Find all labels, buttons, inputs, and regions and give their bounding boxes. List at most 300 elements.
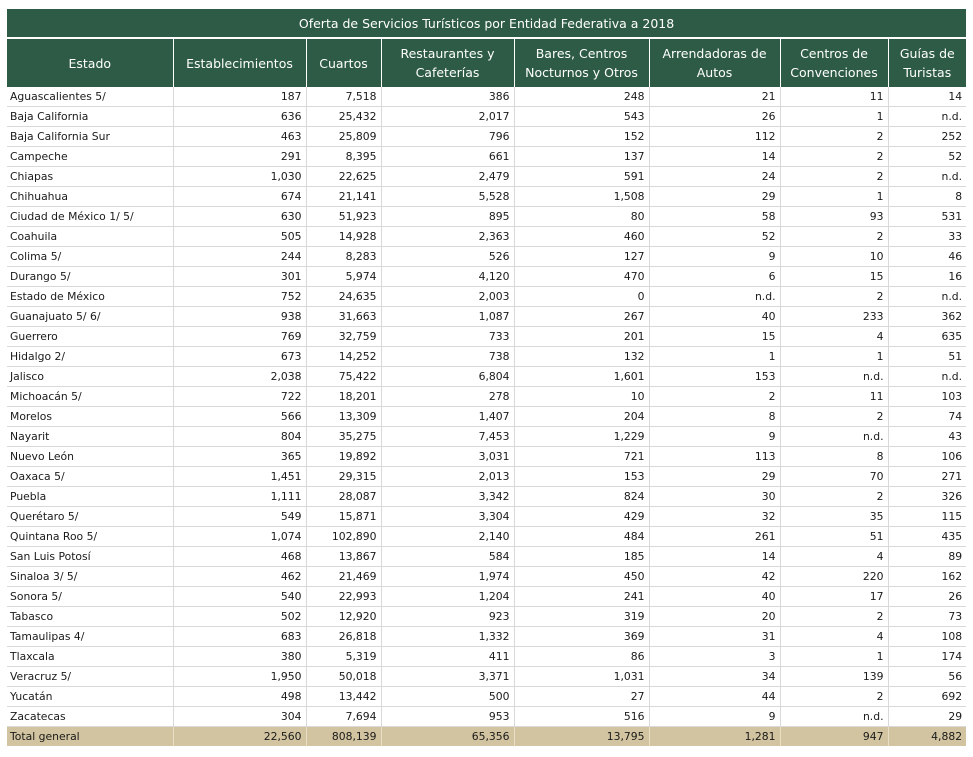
services-table: [7, 9, 966, 746]
value-cell: 14: [649, 147, 780, 167]
value-cell: 2: [649, 387, 780, 407]
state-name-cell: Campeche: [7, 147, 173, 167]
value-cell: 369: [514, 627, 649, 647]
state-name-cell: Guerrero: [7, 327, 173, 347]
value-cell: 51,923: [306, 207, 381, 227]
value-cell: 1,074: [173, 527, 306, 547]
value-cell: 132: [514, 347, 649, 367]
value-cell: 673: [173, 347, 306, 367]
table-row: [7, 427, 966, 447]
table-row: [7, 167, 966, 187]
value-cell: 411: [381, 647, 514, 667]
value-cell: 28,087: [306, 487, 381, 507]
value-cell: 40: [649, 307, 780, 327]
value-cell: 1,407: [381, 407, 514, 427]
state-name-cell: Guanajuato 5/ 6/: [7, 307, 173, 327]
value-cell: 722: [173, 387, 306, 407]
value-cell: 895: [381, 207, 514, 227]
value-cell: 502: [173, 607, 306, 627]
state-name-cell: Tabasco: [7, 607, 173, 627]
value-cell: 14: [649, 547, 780, 567]
state-name-cell: Baja California Sur: [7, 127, 173, 147]
value-cell: 1,281: [649, 727, 780, 747]
table-row: [7, 207, 966, 227]
value-cell: 386: [381, 87, 514, 107]
table-row: [7, 527, 966, 547]
value-cell: 1,229: [514, 427, 649, 447]
value-cell: 540: [173, 587, 306, 607]
value-cell: 3: [649, 647, 780, 667]
table-row: [7, 247, 966, 267]
value-cell: 2,038: [173, 367, 306, 387]
value-cell: 468: [173, 547, 306, 567]
value-cell: 127: [514, 247, 649, 267]
value-cell: 4: [780, 627, 888, 647]
value-cell: 51: [888, 347, 966, 367]
state-name-cell: Yucatán: [7, 687, 173, 707]
value-cell: 1: [780, 107, 888, 127]
value-cell: 769: [173, 327, 306, 347]
value-cell: 52: [649, 227, 780, 247]
value-cell: 1: [780, 187, 888, 207]
value-cell: 25,432: [306, 107, 381, 127]
table-row: [7, 87, 966, 107]
value-cell: 137: [514, 147, 649, 167]
table-row: [7, 447, 966, 467]
value-cell: 7,518: [306, 87, 381, 107]
value-cell: 1,974: [381, 567, 514, 587]
value-cell: 5,974: [306, 267, 381, 287]
value-cell: 5,528: [381, 187, 514, 207]
value-cell: 738: [381, 347, 514, 367]
value-cell: 162: [888, 567, 966, 587]
state-name-cell: Sonora 5/: [7, 587, 173, 607]
value-cell: 2: [780, 147, 888, 167]
value-cell: 531: [888, 207, 966, 227]
value-cell: 1: [649, 347, 780, 367]
state-name-cell: Baja California: [7, 107, 173, 127]
value-cell: 10: [514, 387, 649, 407]
value-cell: 4,120: [381, 267, 514, 287]
state-name-cell: Veracruz 5/: [7, 667, 173, 687]
value-cell: n.d.: [780, 427, 888, 447]
value-cell: 106: [888, 447, 966, 467]
value-cell: 3,031: [381, 447, 514, 467]
value-cell: 2,363: [381, 227, 514, 247]
table-row: [7, 567, 966, 587]
value-cell: n.d.: [649, 287, 780, 307]
value-cell: 16: [888, 267, 966, 287]
table-row: [7, 487, 966, 507]
value-cell: 43: [888, 427, 966, 447]
value-cell: 947: [780, 727, 888, 747]
table-row: [7, 387, 966, 407]
table-row: [7, 647, 966, 667]
value-cell: 108: [888, 627, 966, 647]
value-cell: 380: [173, 647, 306, 667]
value-cell: 89: [888, 547, 966, 567]
value-cell: 35: [780, 507, 888, 527]
value-cell: 29: [888, 707, 966, 727]
value-cell: 40: [649, 587, 780, 607]
value-cell: 17: [780, 587, 888, 607]
value-cell: 326: [888, 487, 966, 507]
state-name-cell: Quintana Roo 5/: [7, 527, 173, 547]
value-cell: 93: [780, 207, 888, 227]
table-row: [7, 147, 966, 167]
value-cell: 484: [514, 527, 649, 547]
state-name-cell: Michoacán 5/: [7, 387, 173, 407]
value-cell: 362: [888, 307, 966, 327]
value-cell: 13,867: [306, 547, 381, 567]
value-cell: 2: [780, 607, 888, 627]
value-cell: 31: [649, 627, 780, 647]
value-cell: 29: [649, 187, 780, 207]
state-name-cell: Tlaxcala: [7, 647, 173, 667]
value-cell: 301: [173, 267, 306, 287]
value-cell: 201: [514, 327, 649, 347]
value-cell: 32,759: [306, 327, 381, 347]
value-cell: 27: [514, 687, 649, 707]
value-cell: 435: [888, 527, 966, 547]
value-cell: 2: [780, 127, 888, 147]
value-cell: 752: [173, 287, 306, 307]
value-cell: 204: [514, 407, 649, 427]
value-cell: 19,892: [306, 447, 381, 467]
table-row: [7, 227, 966, 247]
value-cell: 14,928: [306, 227, 381, 247]
value-cell: 86: [514, 647, 649, 667]
value-cell: 463: [173, 127, 306, 147]
value-cell: 153: [514, 467, 649, 487]
value-cell: 9: [649, 427, 780, 447]
value-cell: 26: [888, 587, 966, 607]
value-cell: 6,804: [381, 367, 514, 387]
value-cell: 24,635: [306, 287, 381, 307]
value-cell: 824: [514, 487, 649, 507]
value-cell: 2: [780, 167, 888, 187]
value-cell: 8: [649, 407, 780, 427]
value-cell: 21,141: [306, 187, 381, 207]
value-cell: 22,625: [306, 167, 381, 187]
total-row: [7, 727, 966, 747]
value-cell: 152: [514, 127, 649, 147]
table-row: [7, 467, 966, 487]
value-cell: 22,560: [173, 727, 306, 747]
header-centros-convenciones: Centros de Convenciones: [780, 38, 888, 87]
header-arrendadoras: Arrendadoras de Autos: [649, 38, 780, 87]
services-table-container: [7, 9, 966, 746]
header-estado: Estado: [7, 38, 173, 87]
value-cell: 70: [780, 467, 888, 487]
value-cell: 187: [173, 87, 306, 107]
value-cell: 26,818: [306, 627, 381, 647]
value-cell: 248: [514, 87, 649, 107]
value-cell: 25,809: [306, 127, 381, 147]
state-name-cell: Estado de México: [7, 287, 173, 307]
state-name-cell: Querétaro 5/: [7, 507, 173, 527]
value-cell: 32: [649, 507, 780, 527]
value-cell: 635: [888, 327, 966, 347]
header-bares: Bares, Centros Nocturnos y Otros: [514, 38, 649, 87]
table-row: [7, 607, 966, 627]
value-cell: 2: [780, 687, 888, 707]
value-cell: 52: [888, 147, 966, 167]
value-cell: 549: [173, 507, 306, 527]
value-cell: 500: [381, 687, 514, 707]
value-cell: 271: [888, 467, 966, 487]
value-cell: 2: [780, 287, 888, 307]
table-row: [7, 507, 966, 527]
value-cell: 804: [173, 427, 306, 447]
value-cell: 630: [173, 207, 306, 227]
value-cell: 505: [173, 227, 306, 247]
state-name-cell: Chiapas: [7, 167, 173, 187]
value-cell: 674: [173, 187, 306, 207]
value-cell: 938: [173, 307, 306, 327]
value-cell: 636: [173, 107, 306, 127]
value-cell: 8,395: [306, 147, 381, 167]
state-name-cell: Puebla: [7, 487, 173, 507]
value-cell: n.d.: [780, 707, 888, 727]
value-cell: 220: [780, 567, 888, 587]
value-cell: 278: [381, 387, 514, 407]
state-name-cell: Oaxaca 5/: [7, 467, 173, 487]
table-row: [7, 287, 966, 307]
value-cell: 8: [888, 187, 966, 207]
value-cell: 15: [780, 267, 888, 287]
value-cell: 3,304: [381, 507, 514, 527]
value-cell: 13,795: [514, 727, 649, 747]
table-row: [7, 687, 966, 707]
value-cell: 9: [649, 247, 780, 267]
value-cell: 4: [780, 327, 888, 347]
state-name-cell: Nayarit: [7, 427, 173, 447]
value-cell: 1,508: [514, 187, 649, 207]
state-name-cell: Total general: [7, 727, 173, 747]
value-cell: 102,890: [306, 527, 381, 547]
value-cell: 56: [888, 667, 966, 687]
table-row: [7, 667, 966, 687]
table-row: [7, 407, 966, 427]
value-cell: n.d.: [888, 367, 966, 387]
value-cell: 112: [649, 127, 780, 147]
value-cell: 1: [780, 347, 888, 367]
value-cell: 498: [173, 687, 306, 707]
value-cell: 51: [780, 527, 888, 547]
value-cell: 2,013: [381, 467, 514, 487]
value-cell: 75,422: [306, 367, 381, 387]
value-cell: 21,469: [306, 567, 381, 587]
value-cell: 1,031: [514, 667, 649, 687]
state-name-cell: Coahuila: [7, 227, 173, 247]
value-cell: 462: [173, 567, 306, 587]
value-cell: 1,204: [381, 587, 514, 607]
value-cell: n.d.: [888, 287, 966, 307]
state-name-cell: San Luis Potosí: [7, 547, 173, 567]
table-row: [7, 307, 966, 327]
state-name-cell: Sinaloa 3/ 5/: [7, 567, 173, 587]
value-cell: 12,920: [306, 607, 381, 627]
table-row: [7, 367, 966, 387]
table-row: [7, 127, 966, 147]
header-cuartos: Cuartos: [306, 38, 381, 87]
value-cell: 3,371: [381, 667, 514, 687]
value-cell: 8: [780, 447, 888, 467]
state-name-cell: Chihuahua: [7, 187, 173, 207]
value-cell: 261: [649, 527, 780, 547]
value-cell: 8,283: [306, 247, 381, 267]
value-cell: 953: [381, 707, 514, 727]
value-cell: 244: [173, 247, 306, 267]
value-cell: 10: [780, 247, 888, 267]
header-establecimientos: Establecimientos: [173, 38, 306, 87]
value-cell: 1: [780, 647, 888, 667]
table-row: [7, 187, 966, 207]
value-cell: 4,882: [888, 727, 966, 747]
value-cell: 2,003: [381, 287, 514, 307]
value-cell: 6: [649, 267, 780, 287]
value-cell: 1,451: [173, 467, 306, 487]
value-cell: 22,993: [306, 587, 381, 607]
value-cell: 42: [649, 567, 780, 587]
value-cell: 13,442: [306, 687, 381, 707]
state-name-cell: Hidalgo 2/: [7, 347, 173, 367]
table-row: [7, 267, 966, 287]
value-cell: 26: [649, 107, 780, 127]
value-cell: 14: [888, 87, 966, 107]
value-cell: 796: [381, 127, 514, 147]
value-cell: 808,139: [306, 727, 381, 747]
value-cell: 7,453: [381, 427, 514, 447]
value-cell: 319: [514, 607, 649, 627]
value-cell: 721: [514, 447, 649, 467]
value-cell: 35,275: [306, 427, 381, 447]
value-cell: 139: [780, 667, 888, 687]
value-cell: 2,017: [381, 107, 514, 127]
value-cell: 115: [888, 507, 966, 527]
value-cell: 4: [780, 547, 888, 567]
value-cell: 661: [381, 147, 514, 167]
value-cell: 185: [514, 547, 649, 567]
value-cell: n.d.: [888, 167, 966, 187]
value-cell: 31,663: [306, 307, 381, 327]
value-cell: 50,018: [306, 667, 381, 687]
value-cell: 2: [780, 227, 888, 247]
table-row: [7, 587, 966, 607]
value-cell: 304: [173, 707, 306, 727]
value-cell: 591: [514, 167, 649, 187]
value-cell: 15: [649, 327, 780, 347]
table-row: [7, 347, 966, 367]
value-cell: 13,309: [306, 407, 381, 427]
value-cell: 470: [514, 267, 649, 287]
value-cell: 174: [888, 647, 966, 667]
header-restaurantes: Restaurantes y Cafeterías: [381, 38, 514, 87]
header-guias: Guías de Turistas: [888, 38, 966, 87]
value-cell: 30: [649, 487, 780, 507]
table-body: [7, 87, 966, 746]
value-cell: 29,315: [306, 467, 381, 487]
state-name-cell: Ciudad de México 1/ 5/: [7, 207, 173, 227]
value-cell: 267: [514, 307, 649, 327]
value-cell: 365: [173, 447, 306, 467]
table-row: [7, 707, 966, 727]
value-cell: 2: [780, 407, 888, 427]
state-name-cell: Morelos: [7, 407, 173, 427]
value-cell: 103: [888, 387, 966, 407]
value-cell: 291: [173, 147, 306, 167]
value-cell: 58: [649, 207, 780, 227]
value-cell: 7,694: [306, 707, 381, 727]
value-cell: 20: [649, 607, 780, 627]
value-cell: 33: [888, 227, 966, 247]
value-cell: 2,479: [381, 167, 514, 187]
value-cell: 74: [888, 407, 966, 427]
value-cell: 252: [888, 127, 966, 147]
value-cell: 241: [514, 587, 649, 607]
value-cell: 0: [514, 287, 649, 307]
value-cell: 153: [649, 367, 780, 387]
value-cell: 733: [381, 327, 514, 347]
value-cell: 566: [173, 407, 306, 427]
value-cell: 11: [780, 387, 888, 407]
value-cell: 692: [888, 687, 966, 707]
value-cell: 1,087: [381, 307, 514, 327]
value-cell: n.d.: [780, 367, 888, 387]
state-name-cell: Aguascalientes 5/: [7, 87, 173, 107]
state-name-cell: Durango 5/: [7, 267, 173, 287]
table-row: [7, 627, 966, 647]
value-cell: 1,332: [381, 627, 514, 647]
value-cell: 34: [649, 667, 780, 687]
value-cell: 21: [649, 87, 780, 107]
value-cell: 460: [514, 227, 649, 247]
state-name-cell: Colima 5/: [7, 247, 173, 267]
value-cell: 2,140: [381, 527, 514, 547]
value-cell: 29: [649, 467, 780, 487]
table-title: Oferta de Servicios Turísticos por Entidad Federativa a 2018: [7, 9, 966, 38]
value-cell: 3,342: [381, 487, 514, 507]
table-row: [7, 107, 966, 127]
value-cell: 80: [514, 207, 649, 227]
value-cell: 429: [514, 507, 649, 527]
value-cell: 11: [780, 87, 888, 107]
state-name-cell: Zacatecas: [7, 707, 173, 727]
table-row: [7, 327, 966, 347]
value-cell: 24: [649, 167, 780, 187]
value-cell: 1,030: [173, 167, 306, 187]
value-cell: 526: [381, 247, 514, 267]
value-cell: 9: [649, 707, 780, 727]
state-name-cell: Jalisco: [7, 367, 173, 387]
state-name-cell: Nuevo León: [7, 447, 173, 467]
value-cell: 65,356: [381, 727, 514, 747]
value-cell: 2: [780, 487, 888, 507]
value-cell: 5,319: [306, 647, 381, 667]
value-cell: 923: [381, 607, 514, 627]
value-cell: 44: [649, 687, 780, 707]
value-cell: 14,252: [306, 347, 381, 367]
value-cell: 113: [649, 447, 780, 467]
value-cell: 1,111: [173, 487, 306, 507]
value-cell: 18,201: [306, 387, 381, 407]
value-cell: 450: [514, 567, 649, 587]
value-cell: 233: [780, 307, 888, 327]
value-cell: 46: [888, 247, 966, 267]
value-cell: 584: [381, 547, 514, 567]
table-row: [7, 547, 966, 567]
